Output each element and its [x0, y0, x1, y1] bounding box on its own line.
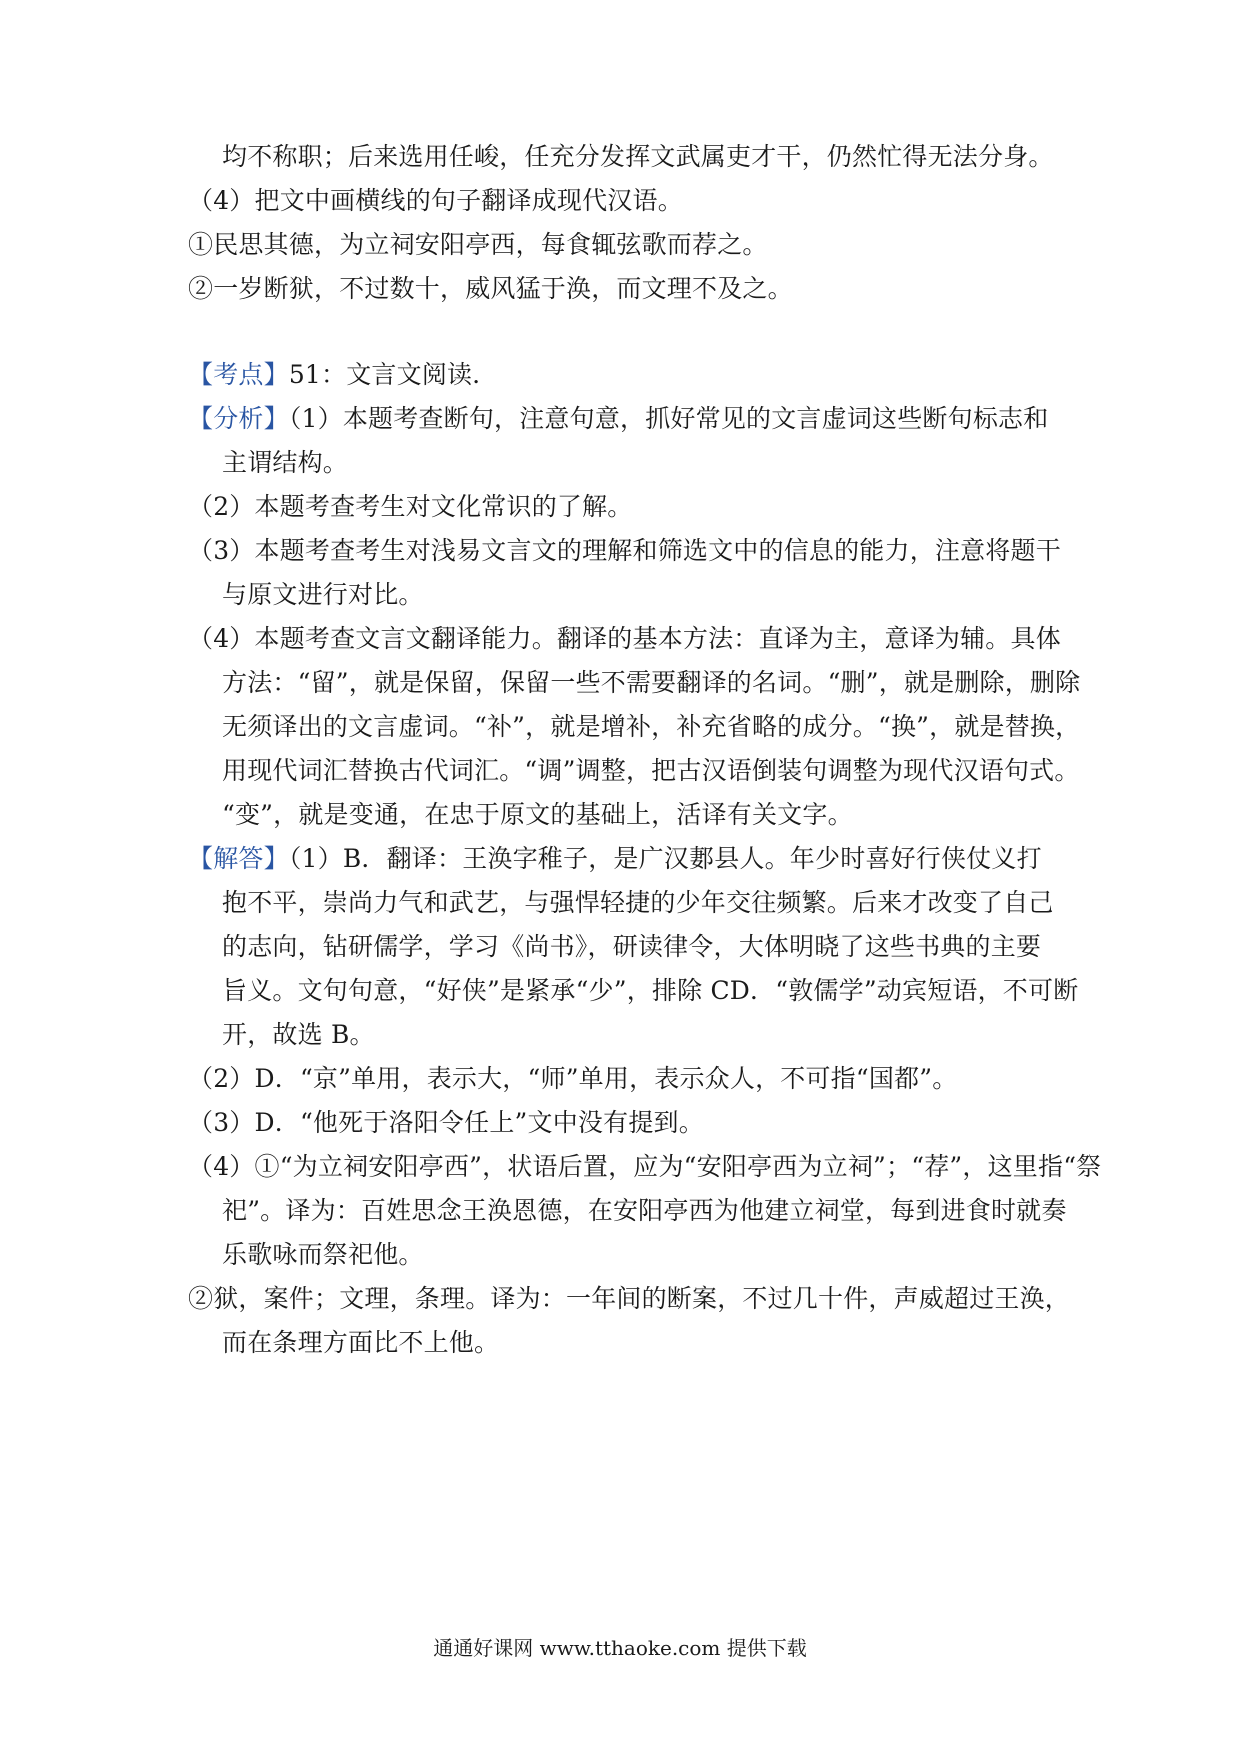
jieda-line: [188, 842, 1068, 876]
text-line: ②狱，案件；文理，条理。译为：一年间的断案，不过几十件，声威超过王涣，: [188, 1284, 1071, 1313]
question-4-sentence-2: ②一岁断狱，不过数十，威风猛于涣，而文理不及之。: [188, 274, 793, 303]
text-line: 开，故选 B。: [222, 1020, 375, 1049]
text-line: （2）D．“京”单用，表示大，“师”单用，表示众人，不可指“国都”。: [188, 1064, 958, 1093]
text-line: 方法：“留”，就是保留，保留一些不需要翻译的名词。“删”，就是删除，删除: [222, 668, 1081, 697]
text-line: （3）本题考查考生对浅易文言文的理解和筛选文中的信息的能力，注意将题干: [188, 536, 1061, 565]
jieda-tag: 【解答】: [188, 844, 289, 873]
text-line: “变”，就是变通，在忠于原文的基础上，活译有关文字。: [222, 800, 853, 829]
fenxi-text: （1）本题考查断句，注意句意，抓好常见的文言虚词这些断句标志和: [288, 404, 1049, 433]
text-line: 旨义。文句句意，“好侠”是紧承“少”，排除 CD．“敦儒学”动宾短语，不可断: [222, 976, 1079, 1005]
text-line: 与原文进行对比。: [222, 580, 424, 609]
text-line: 祀”。译为：百姓思念王涣恩德，在安阳亭西为他建立祠堂，每到进食时就奏: [222, 1196, 1067, 1225]
text-line: 用现代词汇替换古代词汇。“调”调整，把古汉语倒装句调整为现代汉语句式。: [222, 756, 1080, 785]
text-line: （2）本题考查考生对文化常识的了解。: [188, 492, 633, 521]
text-line: 无须译出的文言虚词。“补”，就是增补，补充省略的成分。“换”，就是替换，: [222, 712, 1081, 741]
question-4-prompt: （4）把文中画横线的句子翻译成现代汉语。: [188, 186, 683, 215]
text-line: （3）D．“他死于洛阳令任上”文中没有提到。: [188, 1108, 704, 1137]
text-line: 的志向，钻研儒学，学习《尚书》，研读律令，大体明晓了这些书典的主要: [222, 932, 1042, 961]
jieda-text: （1）B．翻译：王涣字稚子，是广汉郪县人。年少时喜好行侠仗义打: [288, 844, 1042, 873]
text-line: （4）本题考查文言文翻译能力。翻译的基本方法：直译为主，意译为辅。具体: [188, 624, 1061, 653]
text-line: 乐歌咏而祭祀他。: [222, 1240, 424, 1269]
fenxi-line: [188, 402, 1068, 436]
text-line: 而在条理方面比不上他。: [222, 1328, 500, 1357]
fenxi-tag: 【分析】: [188, 404, 289, 433]
kaodian-text: 51：文言文阅读．: [288, 360, 498, 389]
text-line: 抱不平，崇尚力气和武艺，与强悍轻捷的少年交往频繁。后来才改变了自己: [222, 888, 1054, 917]
page-footer: 通通好课网 www.tthaoke.com 提供下载: [433, 1636, 807, 1660]
question-4-sentence-1: ①民思其德，为立祠安阳亭西，每食辄弦歌而荐之。: [188, 230, 768, 259]
text-line: 均不称职；后来选用任峻，任充分发挥文武属吏才干，仍然忙得无法分身。: [222, 142, 1054, 171]
text-line: 主谓结构。: [222, 448, 349, 477]
text-line: （4）①“为立祠安阳亭西”，状语后置，应为“安阳亭西为立祠”；“荐”，这里指“祭: [188, 1152, 1102, 1181]
kaodian-line: [188, 358, 1068, 392]
kaodian-tag: 【考点】: [188, 360, 289, 389]
